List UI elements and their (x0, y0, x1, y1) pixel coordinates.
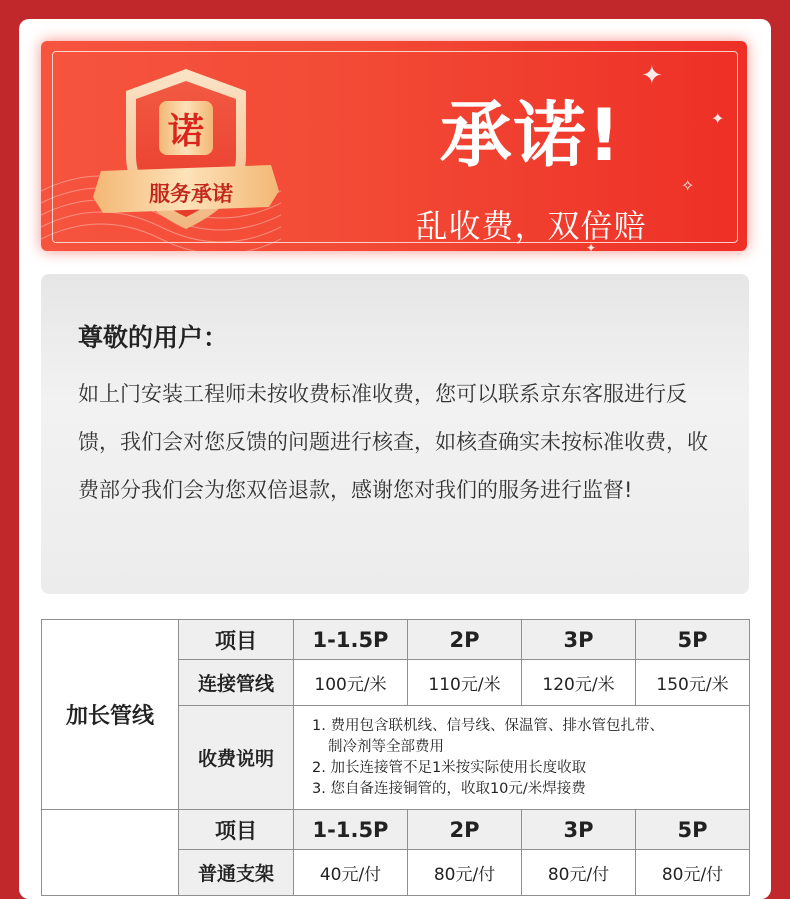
group-label: 加长管线 (42, 620, 179, 810)
group-label (42, 810, 179, 896)
fee-notes (294, 706, 750, 810)
price-cell: 150元/米 (636, 660, 750, 706)
column-header: 1-1.5P (294, 620, 408, 660)
badge-character: 诺 (167, 111, 204, 152)
sparkle-icon: ✧ (681, 176, 695, 195)
column-header: 5P (636, 620, 750, 660)
row-label: 连接管线 (179, 660, 294, 706)
promise-subtitle: 乱收费，双倍赔 (415, 207, 647, 245)
sparkle-icon: ✦ (711, 109, 725, 128)
price-cell: 100元/米 (294, 660, 408, 706)
promise-banner (41, 41, 747, 255)
notice-panel (41, 274, 749, 594)
sparkle-icon: ✦ (586, 241, 597, 255)
column-header: 1-1.5P (294, 810, 408, 850)
sparkle-icon: ✦ (641, 61, 663, 91)
promise-title: 承诺! (439, 93, 623, 177)
column-header: 2P (408, 620, 522, 660)
price-cell: 80元/付 (408, 850, 522, 896)
fee-note: 3. 您自备连接铜管的，收取10元/米焊接费 (312, 780, 586, 797)
row-label: 收费说明 (179, 706, 294, 810)
price-cell: 120元/米 (522, 660, 636, 706)
fee-note: 制冷剂等全部费用 (328, 738, 444, 755)
content-card (19, 19, 771, 899)
column-header: 2P (408, 810, 522, 850)
price-cell: 80元/付 (636, 850, 750, 896)
price-cell: 110元/米 (408, 660, 522, 706)
fee-note: 2. 加长连接管不足1米按实际使用长度收取 (312, 759, 587, 776)
column-header: 项目 (179, 810, 294, 850)
table-header-row (42, 810, 750, 850)
price-cell: 80元/付 (522, 850, 636, 896)
badge-ribbon-label: 服务承诺 (149, 182, 233, 206)
notice-body: 如上门安装工程师未按收费标准收费，您可以联系京东客服进行反馈，我们会对您反馈的问题进行核查，如核查确实未按标准收费，收费部分我们会为您双倍退款，感谢您对我们的服务进行监督! (78, 382, 708, 502)
column-header: 5P (636, 810, 750, 850)
row-label: 普通支架 (179, 850, 294, 896)
price-cell: 40元/付 (294, 850, 408, 896)
column-header: 3P (522, 810, 636, 850)
fee-note: 1. 费用包含联机线、信号线、保温管、排水管包扎带、 (312, 717, 664, 734)
price-table (41, 619, 750, 896)
notice-greeting: 尊敬的用户： (78, 323, 229, 352)
column-header: 项目 (179, 620, 294, 660)
table-header-row (42, 620, 750, 660)
column-header: 3P (522, 620, 636, 660)
